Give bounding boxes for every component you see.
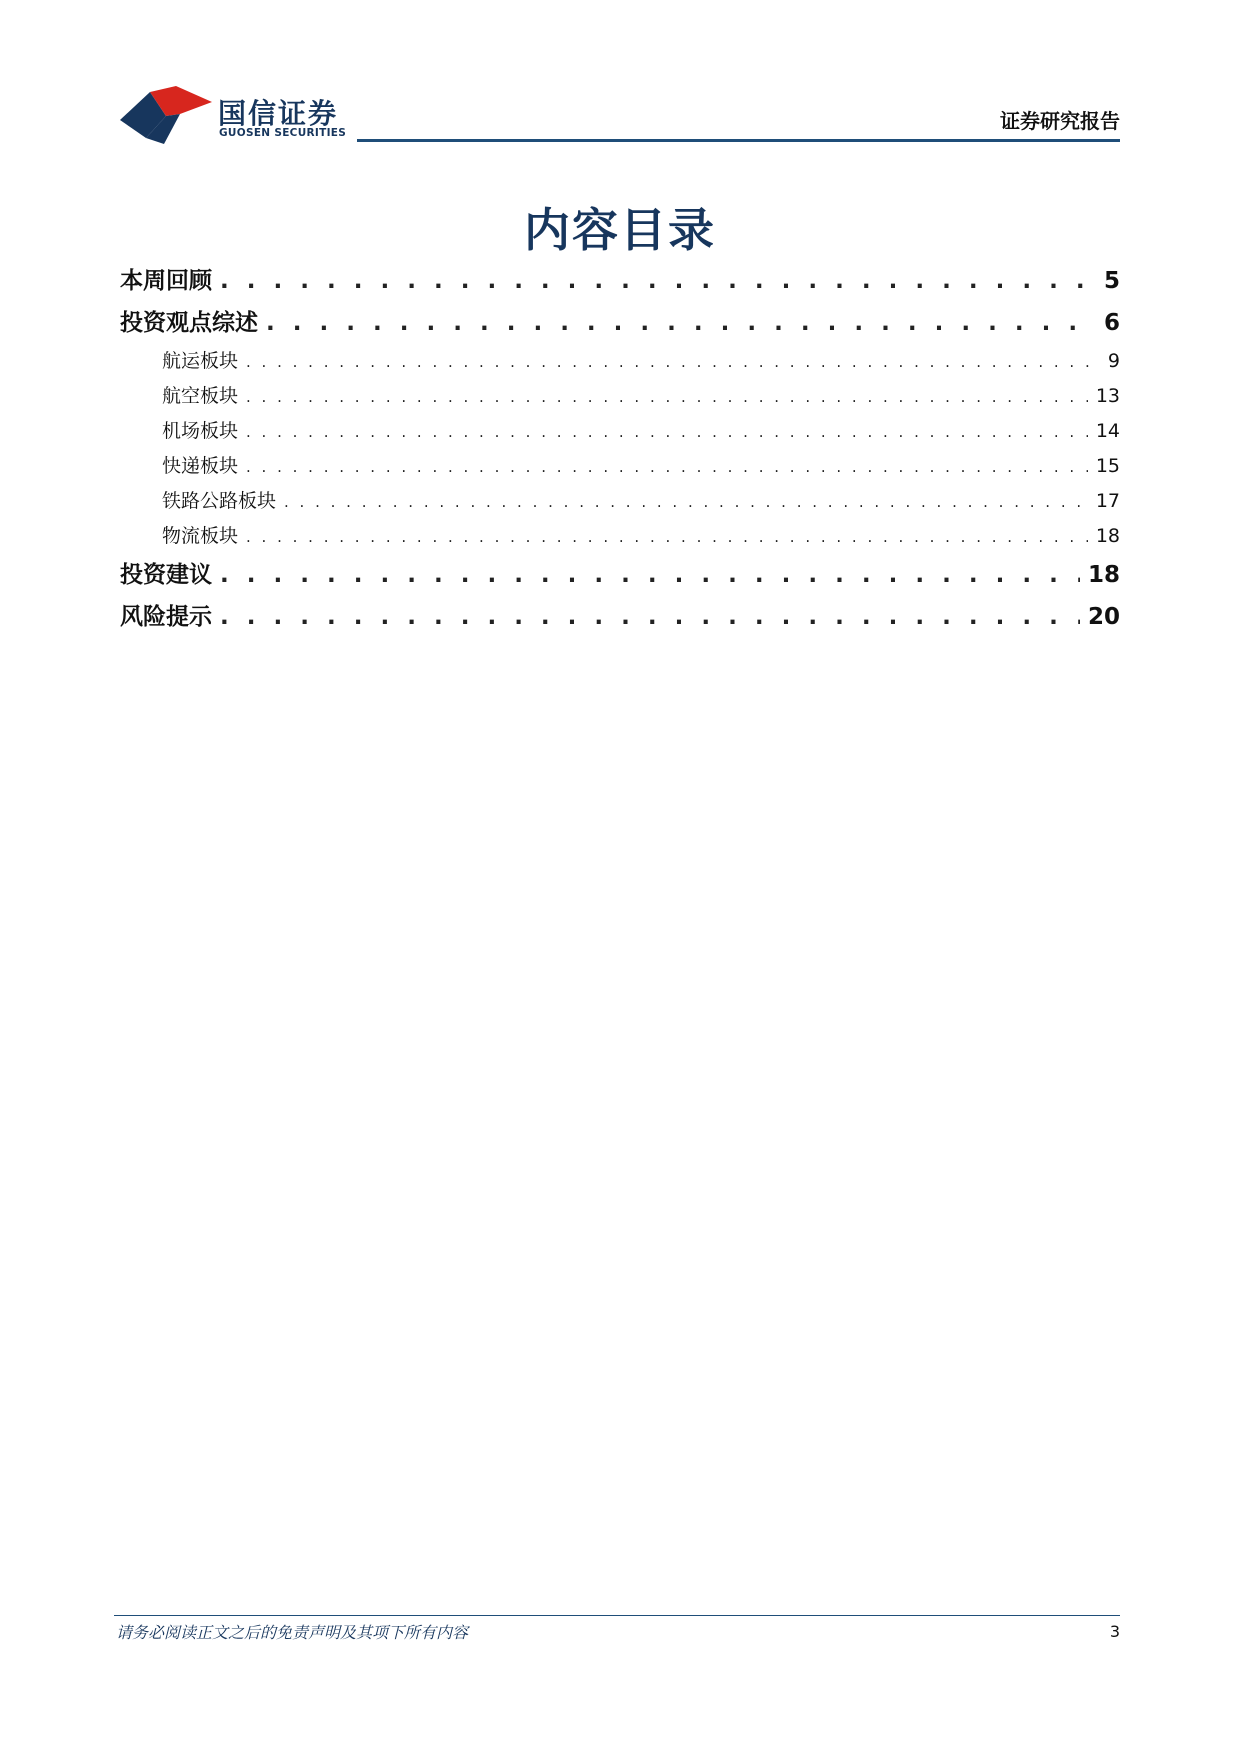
toc-entry-page: 9 bbox=[1107, 350, 1120, 372]
toc-entry[interactable] bbox=[120, 486, 1120, 521]
header-divider bbox=[357, 139, 1120, 142]
toc-leader-dots bbox=[220, 268, 1096, 294]
toc-entry-page: 15 bbox=[1095, 455, 1120, 477]
toc-entry-page: 18 bbox=[1095, 525, 1120, 547]
logo-text-en: GUOSEN SECURITIES bbox=[219, 127, 347, 139]
toc-entry-label: 航空板块 bbox=[162, 385, 239, 407]
toc-entry-page: 17 bbox=[1095, 490, 1120, 512]
toc-entry-page: 13 bbox=[1095, 385, 1120, 407]
page-number: 3 bbox=[1109, 1622, 1120, 1641]
report-type-label: 证券研究报告 bbox=[1000, 109, 1120, 133]
toc-leader-dots bbox=[284, 493, 1088, 511]
toc-entry-label: 快递板块 bbox=[162, 455, 239, 477]
toc-leader-dots bbox=[246, 388, 1088, 406]
toc-leader-dots bbox=[246, 423, 1088, 441]
toc-entry-page: 6 bbox=[1103, 310, 1120, 336]
toc-entry-label: 铁路公路板块 bbox=[162, 490, 277, 512]
toc-entry[interactable] bbox=[120, 598, 1120, 640]
toc-entry[interactable] bbox=[120, 451, 1120, 486]
toc-entry-label: 物流板块 bbox=[162, 525, 239, 547]
toc-entry[interactable] bbox=[120, 304, 1120, 346]
toc-entry-page: 20 bbox=[1087, 604, 1120, 630]
toc-entry[interactable] bbox=[120, 521, 1120, 556]
toc-entry[interactable] bbox=[120, 262, 1120, 304]
toc-leader-dots bbox=[246, 528, 1088, 546]
toc-entry-page: 5 bbox=[1103, 268, 1120, 294]
toc-leader-dots bbox=[246, 353, 1100, 371]
toc-entry-label: 航运板块 bbox=[162, 350, 239, 372]
toc-leader-dots bbox=[246, 458, 1088, 476]
toc-entry-label: 本周回顾 bbox=[120, 268, 212, 294]
toc-title: 内容目录 bbox=[524, 203, 716, 257]
toc-entry[interactable] bbox=[120, 416, 1120, 451]
toc-leader-dots bbox=[220, 562, 1080, 588]
guosen-logo-icon bbox=[120, 86, 212, 144]
toc-entry-label: 投资建议 bbox=[120, 562, 212, 588]
toc-entry-page: 14 bbox=[1095, 420, 1120, 442]
toc-entry[interactable] bbox=[120, 346, 1120, 381]
logo-text-cn: 国信证券 bbox=[218, 97, 339, 130]
page-header bbox=[0, 0, 1240, 150]
toc-entry-label: 机场板块 bbox=[162, 420, 239, 442]
footer-divider bbox=[114, 1615, 1120, 1616]
toc-entry[interactable] bbox=[120, 381, 1120, 416]
toc-entry-page: 18 bbox=[1087, 562, 1120, 588]
toc-entry-label: 风险提示 bbox=[120, 604, 212, 630]
toc-leader-dots bbox=[266, 310, 1096, 336]
table-of-contents bbox=[120, 262, 1120, 640]
toc-entry-label: 投资观点综述 bbox=[120, 310, 258, 336]
toc-entry[interactable] bbox=[120, 556, 1120, 598]
toc-leader-dots bbox=[220, 604, 1080, 630]
footer-disclaimer: 请务必阅读正文之后的免责声明及其项下所有内容 bbox=[116, 1623, 469, 1642]
